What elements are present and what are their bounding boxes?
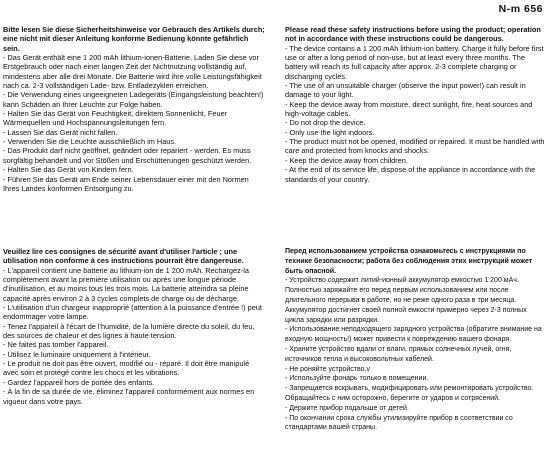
section-heading: Перед использованием устройства ознакомьтесь с инструкциями по технике безопасности; работа без соблюдения этих инструкций может быть опасной. — [285, 248, 533, 275]
instruction-item: - По окончании срока службы утилизируйте прибор в соответствии со стандартами вашей страны. — [285, 414, 513, 432]
instruction-item: - Utilisez le luminaire uniquement à l'intérieur. — [3, 349, 151, 359]
instruction-item: - Запрещается вскрывать, модифицировать или ремонтировать устройство. Обращайтесь с ним осторожно, берегите от ударов и сотрясений. — [285, 385, 534, 402]
instruction-item: - Храните устройство вдали от влаги, прямых солнечных лучей, огня, источников тепла и высоковольтных кабелей. — [285, 345, 512, 363]
instruction-item: - À la fin de sa durée de vie, éliminez l'appareil conformément aux normes en vigueur dans votre pays. — [3, 387, 255, 406]
instruction-item: - Führen Sie das Gerät am Ende seiner Lebensdauer einer mit den Normen Ihres Landes konformen Entsorgung zu. — [3, 174, 249, 193]
instruction-item: - Gardez l'appareil hors de portée des enfants. — [3, 377, 155, 387]
instruction-item: - Использование неподходящего зарядного устройства (обратите внимание на входную мощность!) может привести к повреждению вашего фонаря. — [285, 326, 542, 344]
instruction-item: - Verwenden Sie die Leuchte ausschließlich im Haus. — [3, 137, 177, 147]
instruction-item: - Keep the device away from moisture, direct sunlight, fire, heat sources and high-voltage cables. — [285, 99, 533, 119]
instruction-item: - Only use the light indoors. — [285, 127, 375, 137]
instruction-item: - Lassen Sie das Gerät nicht fallen. — [3, 127, 118, 137]
section-de — [3, 25, 265, 193]
section-ru — [285, 247, 547, 433]
model-number: N-m 656 — [498, 3, 543, 15]
instruction-item: - Tenez l'appareil à l'écart de l'humidité, de la lumière directe du soleil, du feu, des sources de chaleur et des lignes à haute tension. — [3, 321, 255, 341]
instruction-item: - The device contains a 1 200 mAh lithium-ion battery. Charge it fully before first use or after a long period of non-use, but at least every three months. The battery will reach its full capacity after approx. 2-3 complete charging or discharging cycles. — [285, 43, 544, 81]
section-heading: Bitte lesen Sie diese Sicherheitshinweise vor Gebrauch des Artikels durch; eine nicht mit dieser Anleitung konforme Bedienung könnte gefährlich sein. — [3, 25, 265, 53]
instruction-item: - Do not drop the device. — [285, 118, 366, 128]
section-en — [285, 25, 547, 184]
instruction-item: - Das Gerät enthält eine 1 200 mAh lithium-ionen-Batterie. Laden Sie diese vor Erstgebrauch oder nach einer langen Zeit der Nichtnutzung vollständig auf, mindestens aber alle drei Monate. Die Batterie wird ihre volle Leistungsfähigkeit nach ca. 2-3 vollständigen Lade- bzw. Entladezyklen erreichen. — [3, 53, 262, 91]
instruction-item: - L'appareil contient une batterie au lithium-ion de 1 200 mAh. Rechargez-la complètement avant la première utilisation ou après une longue période d'inutilisation, et au moins tous les trois mois. La batterie atteindra sa pleine capacité après environ 2 à 3 cycles complets de charge ou de décharge. — [3, 265, 249, 303]
section-heading: Veuillez lire ces consignes de sécurité avant d'utiliser l'article ; une utilisation non conforme à ces instructions pourrait être dangereuse. — [3, 247, 244, 266]
instruction-item: - Ne faites pas tomber l'appareil. — [3, 340, 109, 350]
instruction-item: - Halten Sie das Gerät von Kindern fern. — [3, 165, 134, 175]
instruction-item: - Держите прибор подальше от детей. — [285, 404, 409, 412]
instruction-item: - Das Produkt darf nicht geöffnet, geändert oder repariert - werden. Es muss sorgfältig behandelt und vor Stößen und Erschütterungen geschützt werden. — [3, 146, 252, 165]
instruction-item: - The product must not be opened, modified or repaired. It must be handled with care and protected from knocks and shocks. — [285, 137, 545, 156]
instruction-item: - The use of an unsuitable charger (observe the input power!) can result in damage to your light. — [285, 81, 526, 100]
instruction-item: - At the end of its service life, dispose of the appliance in accordance with the standards of your country. — [285, 165, 536, 184]
instruction-item: - Keep the device away from children. — [285, 155, 408, 165]
instruction-item: - Die Verwendung eines ungeeigneten Ladegeräts (Eingangsleistung beachten!) kann Schäden an Ihrer Leuchte zur Folge haben. — [3, 90, 264, 109]
instruction-item: - Le produit ne doit pas être ouvert, modifié ou - réparé. Il doit être manipulé avec soin et protégé contre les chocs et les vibrations. — [3, 359, 250, 378]
instruction-item: - Halten Sie das Gerät von Feuchtigkeit, direktem Sonnenlicht, Feuer Wärmequellen und Hochspannungsleitungen fern. — [3, 109, 228, 128]
instruction-item: - Устройство содержит литий-ионный аккумулятор емкостью 1 200 мАч. Полностью заряжайте его перед первым использованием или после длительного перерыва в работе, но не реже одного раза в три месяца. Аккумулятор достигнет своей полной емкости примерно через 2-3 полных цикла зарядки или разрядки. — [285, 277, 527, 324]
instruction-item: - L'utilisation d'un chargeur inapproprié (attention à la puissance d'entrée !) peut endommager votre lampe. — [3, 303, 262, 322]
section-fr — [3, 247, 265, 406]
instruction-item: - Не роняйте устройство.v — [285, 365, 370, 373]
instruction-item: - Используйте фонарь только в помещении. — [285, 375, 429, 383]
section-heading: Please read these safety instructions before using the product; operation not in accordance with these instructions could be dangerous. — [285, 25, 541, 44]
